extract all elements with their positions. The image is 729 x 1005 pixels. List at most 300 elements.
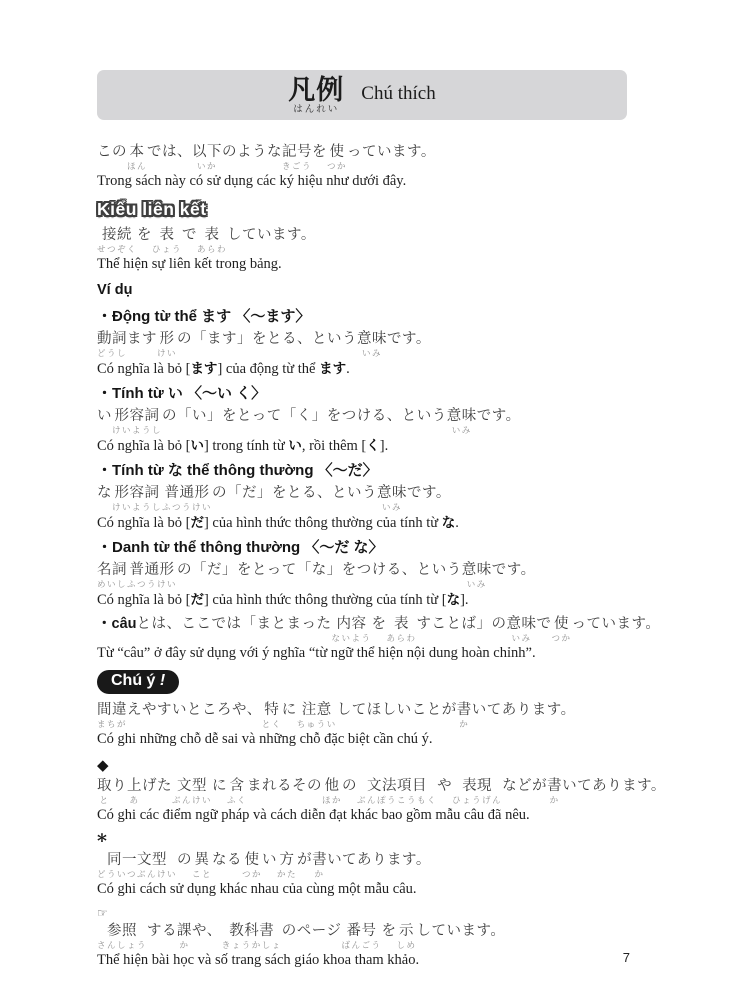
jp-segment — [447, 407, 477, 436]
furigana-text: つか — [242, 870, 263, 880]
furigana-text — [342, 796, 357, 806]
jp-segment — [357, 330, 387, 359]
vi-segment: い — [288, 438, 302, 453]
furigana-text: きごう — [282, 162, 313, 172]
jp-text: などが — [502, 778, 548, 794]
jp-segment — [157, 330, 177, 359]
vietnamese-line — [97, 730, 729, 749]
jp-segment — [537, 615, 552, 644]
furigana-text: けいようし — [112, 426, 163, 436]
vi-segment: ] của hình thức thông thường của tính từ [ — [203, 592, 447, 608]
jp-segment — [372, 615, 387, 644]
jp-segment — [322, 777, 342, 806]
furigana-text: あらわ — [197, 245, 228, 255]
jp-text: 文法項目 — [367, 778, 428, 794]
jp-segment — [212, 777, 227, 806]
furigana-text: か — [549, 796, 560, 806]
vi-segment: ] trong tính từ — [203, 438, 289, 454]
vietnamese-line — [97, 644, 729, 663]
japanese-line — [97, 143, 729, 172]
jp-text: の — [281, 923, 297, 939]
jp-text: 文型 — [177, 778, 207, 794]
jp-segment — [97, 615, 137, 644]
jp-segment — [297, 851, 312, 880]
vi-segment: く — [366, 438, 380, 453]
furigana-text: ほん — [127, 162, 148, 172]
vi-segment: ] của động từ thể — [217, 361, 320, 377]
vietnamese-line — [97, 359, 729, 379]
block-symitem — [97, 757, 729, 825]
vietnamese-line — [97, 436, 729, 456]
vi-segment: ます — [190, 361, 218, 376]
jp-text: で — [536, 616, 552, 632]
jp-text: っています。 — [571, 616, 661, 632]
jp-text: を — [371, 616, 387, 632]
furigana-text — [347, 162, 436, 172]
jp-segment — [282, 143, 312, 172]
block-label — [97, 281, 729, 300]
block-symitem — [97, 830, 729, 899]
jp-text: まれるその — [247, 778, 323, 794]
furigana-text: めいし — [97, 580, 128, 590]
vietnamese-line — [97, 513, 729, 533]
jp-text: ページ — [296, 923, 342, 939]
jp-text: 意味 — [446, 408, 477, 424]
block-jpvi — [97, 226, 729, 274]
furigana-text — [177, 349, 357, 359]
jp-text: ます — [127, 331, 158, 347]
vietnamese-line — [97, 880, 729, 899]
furigana-text — [227, 245, 316, 255]
jp-segment — [502, 777, 547, 806]
furigana-text: ぶんけい — [172, 796, 213, 806]
jp-text: 本 — [129, 144, 145, 160]
jp-segment — [387, 615, 417, 644]
jp-text: です。 — [476, 408, 521, 424]
jp-text: 上 — [127, 778, 142, 794]
jp-segment — [381, 922, 396, 951]
jp-text: の「い」をとって「く」をつける、という — [162, 408, 447, 424]
furigana-text — [97, 426, 112, 436]
vi-segment: , rồi thêm [ — [301, 438, 367, 454]
vietnamese-line — [97, 951, 729, 970]
furigana-text: つか — [327, 162, 348, 172]
jp-segment — [142, 777, 172, 806]
jp-text: っています。 — [347, 144, 436, 160]
jp-text: の「ます」をとる、という — [177, 331, 358, 347]
jp-text: いてあります。 — [562, 778, 666, 794]
furigana-text: いか — [197, 162, 218, 172]
furigana-text: とく — [261, 720, 282, 730]
furigana-text — [177, 870, 192, 880]
jp-text: 記号 — [282, 144, 313, 160]
furigana-text — [297, 870, 312, 880]
jp-segment — [227, 777, 247, 806]
jp-segment — [127, 143, 147, 172]
jp-text: 動詞 — [97, 331, 127, 347]
furigana-text: か — [179, 941, 190, 951]
block-jpvi — [97, 143, 729, 191]
jp-text: 注意 — [301, 702, 332, 718]
jp-segment — [552, 615, 572, 644]
jp-segment — [312, 143, 327, 172]
jp-segment — [192, 143, 222, 172]
asterisk-icon: * — [97, 830, 107, 852]
furigana-text — [492, 580, 536, 590]
jp-segment — [212, 851, 242, 880]
jp-segment — [97, 561, 127, 590]
jp-text: 意味 — [461, 562, 492, 578]
jp-text: 表 — [159, 227, 175, 243]
jp-segment — [547, 777, 562, 806]
japanese-line — [97, 407, 729, 436]
furigana-text: かた — [277, 870, 298, 880]
furigana-text — [477, 426, 521, 436]
jp-segment — [262, 851, 277, 880]
furigana-text — [572, 634, 661, 644]
jp-text: しています。 — [416, 923, 506, 939]
note-badge-label: Chú ý — [111, 672, 156, 689]
furigana-text: か — [314, 870, 325, 880]
jp-title: 凡例 — [288, 75, 345, 106]
jp-segment — [312, 851, 327, 880]
jp-segment — [462, 561, 492, 590]
vi-segment: Có ghi cách sử dụng khác nhau của cùng một mẫu câu. — [97, 881, 417, 897]
furigana-text — [247, 796, 322, 806]
jp-text: 教科書 — [229, 923, 275, 939]
block-item — [97, 307, 729, 379]
jp-text: ・câu — [97, 616, 137, 632]
jp-text: 意味 — [506, 616, 537, 632]
jp-segment — [472, 701, 576, 730]
jp-text: 示 — [398, 923, 414, 939]
jp-segment — [97, 777, 112, 806]
jp-segment — [282, 922, 297, 951]
vi-segment: Có nghĩa là bỏ [ — [97, 515, 191, 531]
vi-segment: ]. — [460, 592, 469, 608]
jp-segment — [247, 777, 322, 806]
jp-segment — [137, 226, 152, 255]
jp-segment — [137, 615, 332, 644]
jp-text: しています。 — [227, 227, 316, 243]
vi-segment: Trong sách này có sử dụng các ký hiệu như dưới đây. — [97, 173, 407, 189]
jp-segment — [112, 777, 127, 806]
jp-segment — [492, 561, 536, 590]
jp-text: では、 — [147, 144, 193, 160]
jp-text: です。 — [491, 562, 536, 578]
jp-text: 課 — [177, 923, 193, 939]
jp-segment — [332, 615, 372, 644]
jp-text: で — [182, 227, 198, 243]
jp-text: 意味 — [377, 485, 408, 501]
jp-segment — [396, 922, 416, 951]
furigana-text: けいようし — [112, 503, 163, 513]
jp-segment — [572, 615, 661, 644]
vietnamese-line — [97, 255, 729, 274]
jp-text: のような — [222, 144, 283, 160]
jp-text: を — [312, 144, 328, 160]
jp-segment — [357, 777, 437, 806]
jp-segment — [127, 701, 262, 730]
jp-text: 同一文型 — [107, 852, 167, 868]
jp-segment — [297, 701, 337, 730]
jp-text: 方 — [279, 852, 295, 868]
vi-title: Chú thích — [361, 83, 436, 104]
jp-segment — [147, 143, 192, 172]
pointer-icon: ☞ — [97, 906, 108, 920]
jp-segment — [197, 226, 227, 255]
jp-segment — [327, 143, 347, 172]
note-badge-row — [97, 670, 729, 694]
furigana-text — [262, 870, 277, 880]
furigana-text: と — [99, 796, 110, 806]
jp-segment — [177, 922, 192, 951]
vi-segment: ]. — [379, 438, 389, 454]
japanese-line — [97, 484, 729, 513]
furigana-text: ちゅうい — [296, 720, 337, 730]
page-number: 7 — [622, 950, 630, 965]
jp-text: 書 — [312, 852, 328, 868]
jp-text: です。 — [407, 485, 451, 501]
jp-segment — [417, 615, 507, 644]
furigana-text — [212, 503, 377, 513]
vi-segment: Có nghĩa là bỏ [ — [97, 592, 191, 608]
furigana-text: ほか — [322, 796, 343, 806]
jp-segment — [177, 851, 192, 880]
section-bubble-heading: Kiểu liên kết — [97, 199, 207, 219]
furigana-text: いみ — [382, 503, 403, 513]
jp-segment — [507, 615, 537, 644]
furigana-text — [137, 245, 152, 255]
furigana-text: ふつうけい — [127, 580, 178, 590]
jp-segment — [347, 143, 436, 172]
page-header — [97, 70, 627, 120]
furigana-text: さんしょう — [97, 941, 148, 951]
furigana-text: せつぞく — [97, 245, 138, 255]
japanese-line — [97, 226, 729, 255]
vietnamese-line — [97, 590, 729, 610]
jp-segment — [97, 701, 127, 730]
furigana-text: どういつぶんけい — [97, 870, 178, 880]
jp-text: えやすいところや、 — [127, 702, 262, 718]
jp-text: 意味 — [357, 331, 388, 347]
jp-text: 参照 — [107, 923, 137, 939]
furigana-text — [177, 580, 462, 590]
furigana-text: あ — [129, 796, 140, 806]
jp-segment — [97, 922, 147, 951]
jp-segment — [177, 330, 357, 359]
furigana-text — [282, 941, 297, 951]
furigana-text: ばんごう — [341, 941, 382, 951]
block-symitem — [97, 907, 729, 970]
jp-segment — [112, 484, 162, 513]
jp-segment — [452, 777, 502, 806]
furigana-text: ふつうけい — [162, 503, 213, 513]
jp-segment — [212, 484, 377, 513]
furigana-text — [182, 245, 197, 255]
jp-segment — [177, 561, 462, 590]
jp-text: 形容詞 — [114, 408, 160, 424]
furigana-text: ぶんぽうこうもく — [357, 796, 438, 806]
jp-text: い — [97, 408, 112, 424]
jp-segment — [112, 407, 162, 436]
furigana-text: ひょうげん — [452, 796, 503, 806]
note-badge-mark: ! — [155, 672, 166, 689]
item-heading: ・Tính từ い 〈〜い く〉 — [97, 385, 267, 402]
furigana-text: こと — [192, 870, 213, 880]
jp-text: や — [437, 778, 453, 794]
japanese-line — [97, 851, 729, 880]
furigana-text — [282, 720, 297, 730]
jp-segment — [242, 851, 262, 880]
jp-segment — [97, 330, 127, 359]
furigana-text — [297, 941, 342, 951]
jp-segment — [297, 922, 342, 951]
item-heading: ・Động từ thể ます 〈〜ます〉 — [97, 308, 311, 325]
jp-segment — [192, 922, 222, 951]
jp-segment — [437, 777, 452, 806]
jp-text: 特 — [264, 702, 280, 718]
jp-text: 表現 — [462, 778, 493, 794]
jp-segment — [97, 226, 137, 255]
furigana-text — [137, 634, 332, 644]
jp-text: いてあります。 — [471, 702, 576, 718]
jp-text: 内容 — [336, 616, 367, 632]
furigana-text — [142, 796, 172, 806]
furigana-text: ひょう — [152, 245, 183, 255]
jp-text: い — [262, 852, 278, 868]
furigana-text: か — [459, 720, 470, 730]
furigana-text — [562, 796, 666, 806]
jp-text: の — [342, 778, 358, 794]
block-item — [97, 538, 729, 610]
vi-segment: . — [346, 361, 350, 377]
furigana-text — [327, 870, 431, 880]
furigana-text — [212, 870, 242, 880]
furigana-text — [372, 634, 387, 644]
vi-segment: ] của hình thức thông thường của tính từ — [203, 515, 442, 531]
jp-segment — [457, 701, 472, 730]
furigana-text: どうし — [97, 349, 128, 359]
japanese-line — [97, 615, 729, 644]
block-badgeitem — [97, 670, 729, 749]
jp-text: 表 — [394, 616, 410, 632]
vi-segment: Có ghi những chỗ dễ sai và những chỗ đặc biệt cần chú ý. — [97, 731, 433, 747]
furigana-text: きょうかしょ — [221, 941, 282, 951]
jp-text: 普通形 — [164, 485, 210, 501]
furigana-text — [537, 634, 552, 644]
furigana-text: けい — [157, 349, 178, 359]
furigana-text — [147, 162, 192, 172]
furigana-text — [97, 503, 112, 513]
jp-segment — [262, 701, 282, 730]
furigana-text — [192, 941, 222, 951]
page-header-inner — [288, 70, 435, 116]
vi-segment: . — [455, 515, 459, 531]
jp-text: この — [97, 144, 127, 160]
jp-text: いてあります。 — [327, 852, 431, 868]
furigana-text: いみ — [362, 349, 383, 359]
block-item — [97, 461, 729, 533]
block-bubble — [97, 198, 729, 220]
jp-segment — [277, 851, 297, 880]
jp-segment — [97, 143, 127, 172]
jp-text: 番号 — [346, 923, 377, 939]
jp-segment — [162, 407, 447, 436]
jp-text: です。 — [387, 331, 431, 347]
vi-segment: ます — [319, 361, 347, 376]
furigana-text — [407, 503, 451, 513]
jp-text: に — [212, 778, 228, 794]
jp-text: 取 — [97, 778, 112, 794]
jp-segment — [97, 407, 112, 436]
vi-segment: Từ “câu” ở đây sử dụng với ý nghĩa “từ ngữ thể hiện nội dung hoàn chỉnh”. — [97, 645, 536, 661]
vietnamese-line — [97, 172, 729, 191]
jp-text: してほしいことが — [336, 702, 457, 718]
jp-segment — [377, 484, 407, 513]
diamond-icon: ◆ — [97, 758, 109, 774]
furigana-text — [97, 634, 137, 644]
furigana-text — [212, 796, 227, 806]
note-badge — [97, 670, 179, 694]
furigana-text: つか — [551, 634, 572, 644]
jp-segment — [97, 851, 177, 880]
vi-segment: Có nghĩa là bỏ [ — [97, 438, 191, 454]
furigana-text — [472, 720, 576, 730]
jp-text: の「だ」をとって「な」をつける、という — [177, 562, 462, 578]
block-jpvi — [97, 615, 729, 663]
furigana-text — [112, 796, 127, 806]
jp-text: や、 — [192, 923, 222, 939]
jp-segment — [192, 851, 212, 880]
jp-text: が — [297, 852, 313, 868]
japanese-line — [97, 701, 729, 730]
jp-text: 使 — [329, 144, 345, 160]
vi-segment: Có nghĩa là bỏ [ — [97, 361, 191, 377]
jp-text: に — [281, 702, 297, 718]
vi-segment: Thể hiện bài học và số trang sách giáo khoa tham khảo. — [97, 952, 420, 968]
jp-text: なる — [212, 852, 243, 868]
vi-segment: な — [441, 515, 456, 530]
jp-text: 形容詞 — [114, 485, 160, 501]
jp-text: 書 — [547, 778, 563, 794]
jp-text: 形 — [159, 331, 175, 347]
jp-segment — [562, 777, 666, 806]
jp-text: 間違 — [97, 702, 127, 718]
example-label: Ví dụ — [97, 282, 133, 298]
jp-segment — [147, 922, 177, 951]
furigana-text: いみ — [451, 426, 472, 436]
furigana-text — [387, 349, 431, 359]
vi-segment: だ — [190, 515, 204, 530]
jp-text: とは、ここでは「まとまった — [136, 616, 332, 632]
jp-title-block — [288, 77, 344, 116]
block-item — [97, 384, 729, 456]
item-heading: ・Tính từ な thể thông thường 〈〜だ〉 — [97, 462, 378, 479]
furigana-text: あらわ — [386, 634, 417, 644]
jp-text: 接続 — [102, 227, 132, 243]
japanese-line — [97, 777, 729, 806]
jp-text: 書 — [456, 702, 472, 718]
jp-segment — [222, 922, 282, 951]
jp-segment — [182, 226, 197, 255]
jp-segment — [417, 922, 506, 951]
furigana-text: いみ — [511, 634, 532, 644]
jp-segment — [222, 143, 282, 172]
content-blocks — [97, 143, 729, 970]
furigana-text: まちが — [97, 720, 128, 730]
jp-text: の — [177, 852, 193, 868]
